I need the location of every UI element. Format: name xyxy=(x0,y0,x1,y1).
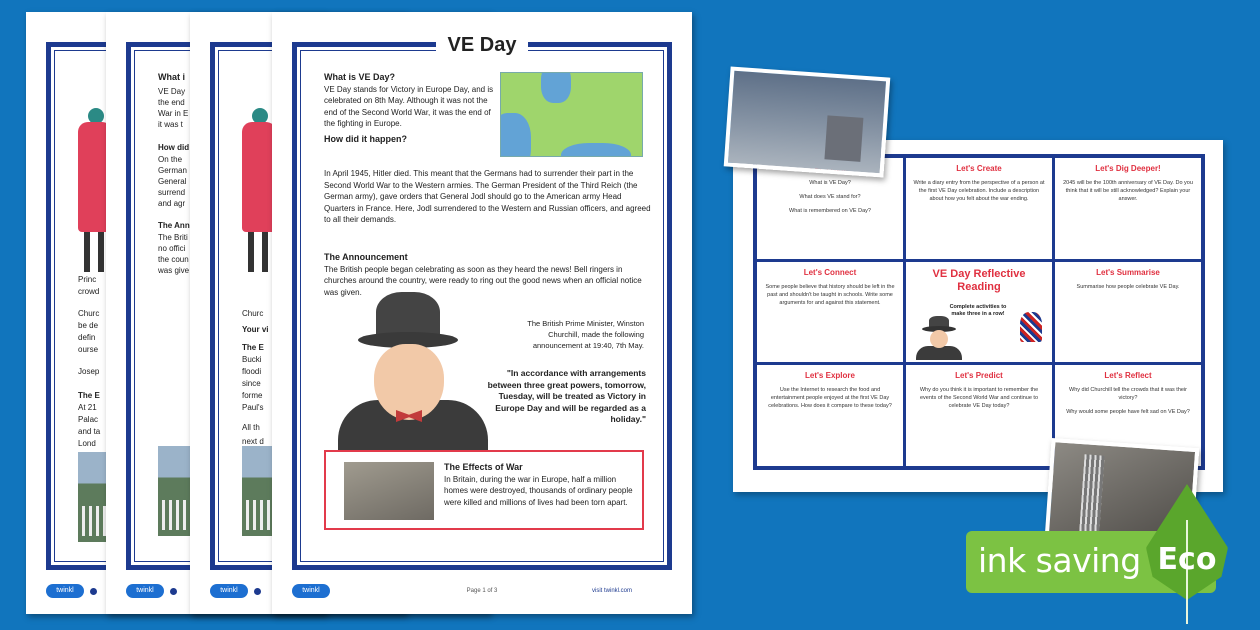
section-text-what-is: VE Day stands for Victory in Europe Day, and is celebrated on 8th May. Although it was not the end of the Second World War, it was the end of the fighting in Europe. xyxy=(324,84,494,128)
section-heading-announcement: The Announcement xyxy=(324,252,408,262)
grid-title: VE Day Reflective Reading xyxy=(932,267,1026,293)
grid-instructions: Complete activities to make three in a row! xyxy=(949,303,1007,317)
twinkl-logo: twinkl xyxy=(126,584,164,598)
page3-line: forme xyxy=(242,391,263,400)
page-number: Page 1 of 3 xyxy=(466,588,498,594)
page2-line: was give xyxy=(158,266,190,275)
cell-text: What is remembered on VE Day? xyxy=(789,208,871,214)
page2-line: War in E xyxy=(158,109,189,118)
page3-line: Churc xyxy=(242,309,264,318)
section-heading-how: How did it happen? xyxy=(324,133,407,144)
page3-line: since xyxy=(242,379,261,388)
page1-bold-2: At 21 xyxy=(78,403,97,412)
site-url: visit twinkl.com xyxy=(591,588,632,594)
twinkl-logo: twinkl xyxy=(46,584,84,598)
page1-bold-3: Palac xyxy=(78,415,99,424)
section-text-how: In April 1945, Hitler died. This meant that the Germans had to surrender their part in the Second World War to the Western armies. The German President of the Third Reich (the German army), gave orders that General Jodl should go to the American army Head Quarters in France. Here, Jodl surrendered to the Western and Russian officers, and agreed to all their demands. xyxy=(324,169,651,224)
cell-text: Some people believe that history should be left in the past and shouldn't be taught in schools. Write some arguments for and against this statement. xyxy=(765,283,895,306)
page1-bold-5: Lond xyxy=(78,439,96,448)
page2-line: German xyxy=(158,166,187,175)
cell-text: Write a diary entry from the perspective of a person at the first VE Day celebration. Include a description about how you felt about the war ending. xyxy=(913,180,1045,202)
ink-saving-label: ink saving xyxy=(978,541,1141,580)
page3-line: Bucki xyxy=(242,355,262,364)
page2-line: The Briti xyxy=(158,233,188,242)
page2-line: The Ann xyxy=(158,221,190,230)
grid-cell-predict xyxy=(906,365,1052,466)
page1-text-1: Princ xyxy=(78,275,97,284)
page2-line: VE Day xyxy=(158,87,186,96)
page1-text-4: be de xyxy=(78,321,99,330)
activity-grid xyxy=(753,154,1205,470)
page2-line: General xyxy=(158,177,187,186)
cell-title: Let's Reflect xyxy=(1104,371,1152,381)
grid-cell-title xyxy=(906,262,1052,363)
cell-title: Let's Summarise xyxy=(1096,267,1160,277)
section-heading-what-is: What is VE Day? xyxy=(324,72,396,82)
page3-line: next d xyxy=(242,437,264,446)
effects-text: In Britain, during the war in Europe, half a million homes were destroyed, thousands of ordinary people were killed and millions of lives had been torn apart. xyxy=(444,474,633,507)
page1-text-3: Churc xyxy=(78,309,100,318)
bombed-building-photo xyxy=(344,462,434,520)
eco-label: Eco xyxy=(1157,542,1217,577)
ve-day-photo-top xyxy=(724,67,891,178)
twinkl-logo: twinkl xyxy=(292,584,330,598)
union-jack-figure-icon xyxy=(240,108,276,278)
page2-line: How did xyxy=(158,143,190,152)
page2-line: the end xyxy=(158,98,185,107)
twinkl-logo: twinkl xyxy=(210,584,248,598)
page1-text-6: ourse xyxy=(78,345,99,354)
churchill-mini-icon xyxy=(914,314,964,360)
union-jack-mini-icon xyxy=(1020,312,1042,342)
page2-line: the coun xyxy=(158,255,189,264)
page1-text-7: Josep xyxy=(78,367,100,376)
cell-text: Use the Internet to research the food and entertainment people enjoyed at the first VE Day celebrations. How does it compare to these today? xyxy=(768,387,892,410)
churchill-illustration xyxy=(324,288,492,448)
grid-cell-dig-deeper xyxy=(1055,158,1201,259)
cell-title: Let's Create xyxy=(956,164,1002,173)
effects-heading: The Effects of War xyxy=(444,462,523,472)
cell-title: Let's Dig Deeper! xyxy=(1095,164,1161,173)
cell-title: Let's Explore xyxy=(805,371,855,381)
cell-text: What is VE Day? xyxy=(809,180,851,186)
grid-cell-explore xyxy=(757,365,903,466)
page1-bold-1: The E xyxy=(78,391,100,400)
page1-text-5: defin xyxy=(78,333,96,342)
page2-line: no offici xyxy=(158,244,186,253)
cell-text: Summarise how people celebrate VE Day. xyxy=(1076,283,1180,290)
cell-text: Why do you think it is important to remember the events of the Second World War and continue to celebrate VE Day today? xyxy=(919,387,1039,410)
page2-heading: What i xyxy=(158,72,185,82)
worksheet-page-front xyxy=(272,12,692,614)
page1-bold-4: and ta xyxy=(78,427,101,436)
quote-intro: The British Prime Minister, Winston Churchill, made the following announcement at 19:40, 7th May. xyxy=(527,319,644,350)
reflective-reading-sheet xyxy=(733,140,1223,492)
grid-cell-summarise xyxy=(1055,262,1201,363)
europe-map xyxy=(500,72,643,157)
grid-cell-create xyxy=(906,158,1052,259)
page3-line: The E xyxy=(242,343,264,352)
page2-line: it was t xyxy=(158,120,183,129)
cell-text: What does VE stand for? xyxy=(799,194,861,200)
churchill-quote: "In accordance with arrangements between three great powers, tomorrow, Tuesday, will be treated as Victory in Europe Day and will be regarded as a holiday." xyxy=(487,368,646,424)
effects-of-war-box xyxy=(324,450,644,530)
cell-text: Why did Churchill tell the crowds that it was their victory? xyxy=(1069,387,1187,402)
grid-cell-connect xyxy=(757,262,903,363)
page3-line: floodi xyxy=(242,367,262,376)
page2-line: surrend xyxy=(158,188,186,197)
cell-title: Let's Predict xyxy=(955,371,1003,381)
page-title: VE Day xyxy=(436,34,529,56)
cell-text: Why would some people have felt sad on VE Day? xyxy=(1066,409,1190,416)
page3-line: Paul's xyxy=(242,403,264,412)
page2-line: and agr xyxy=(158,199,186,208)
section-text-announcement: The British people began celebrating as soon as they heard the news! Bell ringers in churches around the country, were ready to ring out the good news when an official notice was given. xyxy=(324,264,642,297)
cell-title: Let's Connect xyxy=(803,267,857,277)
page2-line: On the xyxy=(158,155,183,164)
cell-text: 2045 will be the 100th anniversary of VE Day. Do you think that it will be still acknowledged? Explain your answer. xyxy=(1063,180,1193,202)
page1-text-2: crowd xyxy=(78,287,100,296)
page3-line: Your vi xyxy=(242,325,269,334)
page3-line: All th xyxy=(242,423,260,432)
